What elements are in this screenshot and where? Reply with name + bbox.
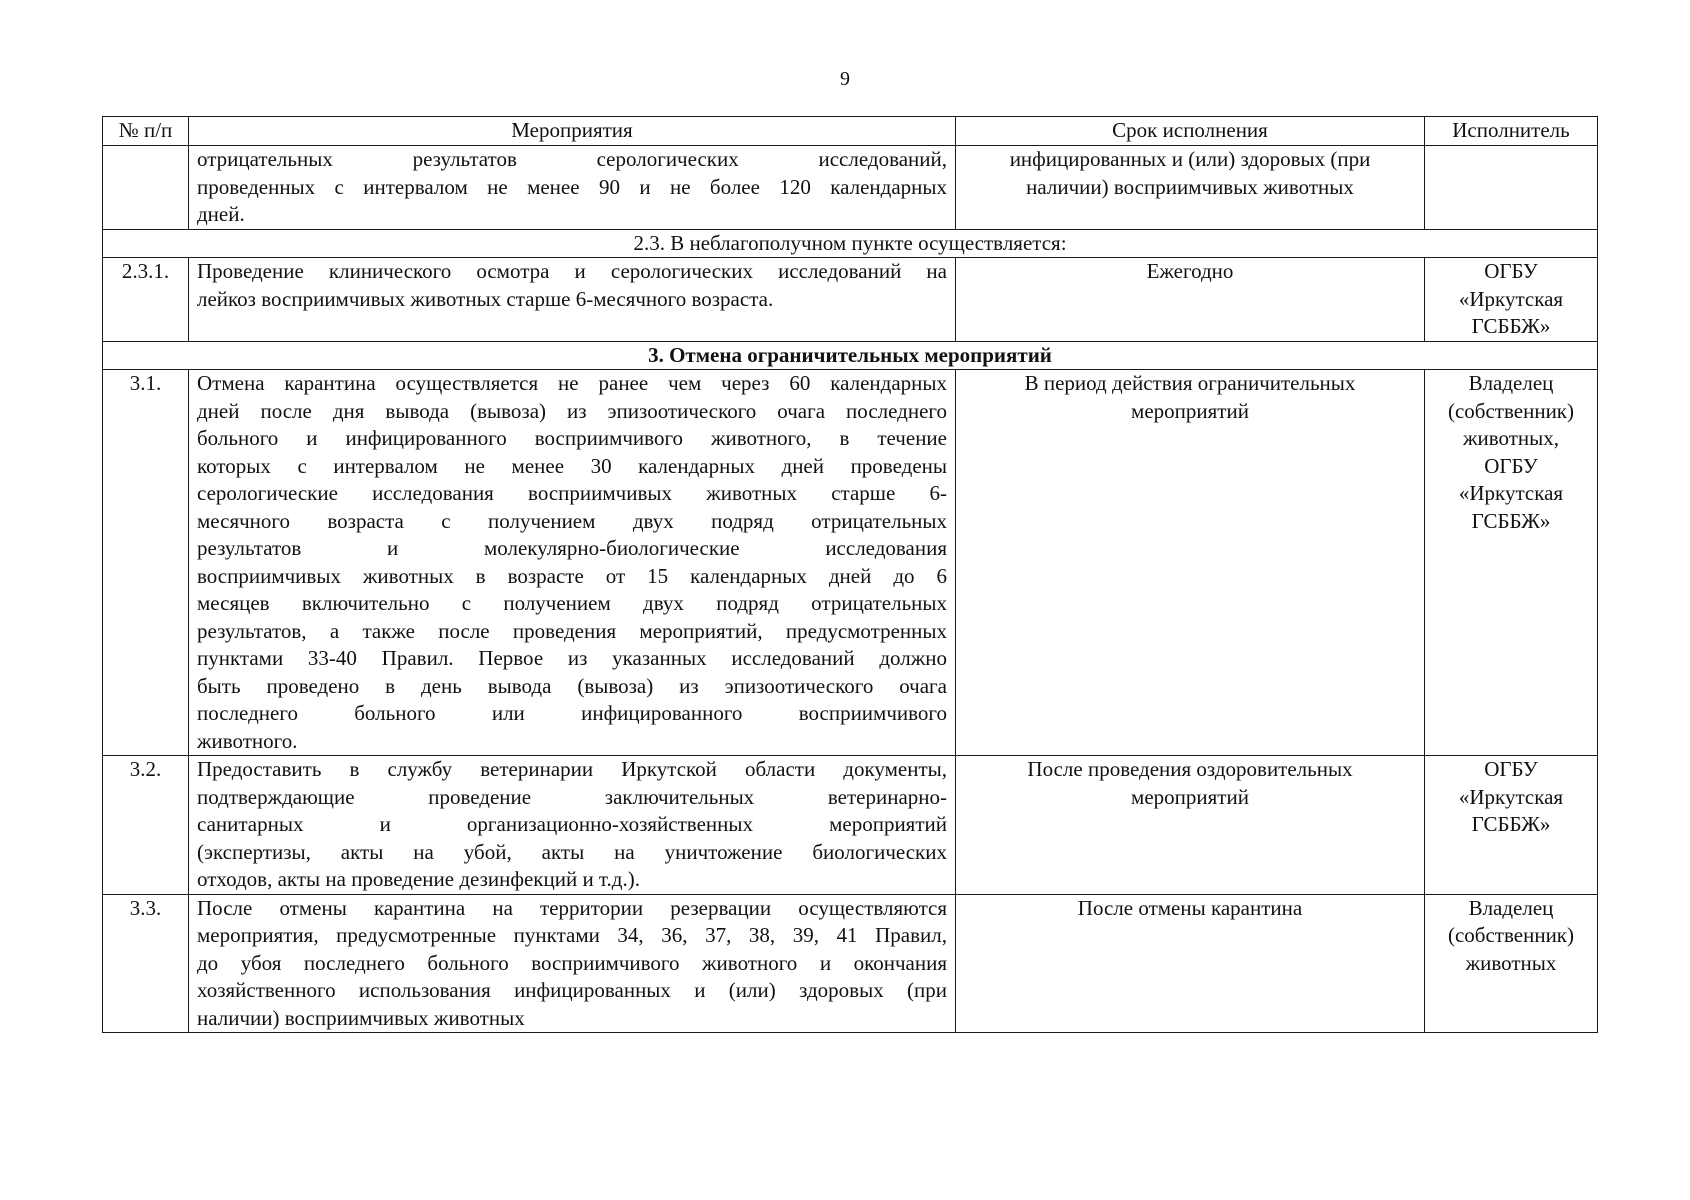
table-row: [103, 756, 1598, 895]
executor-line: ГСББЖ»: [1471, 314, 1551, 338]
activity-line: После отмены карантина на территории резервации осуществляются: [197, 895, 947, 920]
row-number: 3.1.: [103, 370, 189, 756]
table-row: [103, 258, 1598, 342]
header-num: № п/п: [103, 117, 189, 146]
activity-line: до убоя последнего больного восприимчивого животного и окончания: [197, 950, 947, 975]
row-number: [103, 146, 189, 230]
section-row: [103, 341, 1598, 370]
activity-line: пунктами 33-40 Правил. Первое из указанных исследований должно: [197, 646, 947, 670]
activity-line: отходов, акты на проведение дезинфекций и т.д.).: [197, 867, 640, 891]
activity-line: результатов, а также после проведения мероприятий, предусмотренных: [197, 618, 947, 643]
executor-line: «Иркутская: [1458, 784, 1564, 809]
header-term: Срок исполнения: [956, 117, 1425, 146]
header-activity: Мероприятия: [189, 117, 956, 146]
executor-line: ГСББЖ»: [1471, 812, 1551, 836]
executor-line: животных: [1465, 950, 1557, 975]
table-row: [103, 894, 1598, 1033]
row-term: [956, 258, 1425, 342]
row-number: 3.2.: [103, 756, 189, 895]
activity-line: наличии) восприимчивых животных: [197, 1005, 525, 1030]
activity-line: отрицательных результатов серологических исследований,: [197, 147, 947, 171]
executor-line: Владелец: [1468, 371, 1554, 395]
page-number: 9: [840, 68, 850, 90]
row-executor: [1425, 370, 1598, 756]
term-line: инфицированных и (или) здоровых (при: [1009, 147, 1371, 171]
term-line: мероприятий: [1131, 398, 1249, 423]
row-executor: [1425, 756, 1598, 895]
row-executor: [1425, 146, 1598, 230]
activity-line: санитарных и организационно-хозяйственных мероприятий: [197, 812, 947, 836]
row-term: [956, 894, 1425, 1033]
row-term: [956, 756, 1425, 895]
activity-line: результатов и молекулярно-биологические исследования: [197, 536, 947, 560]
executor-line: ОГБУ: [1484, 757, 1538, 781]
activity-line: (экспертизы, акты на убой, акты на уничтожение биологических: [197, 839, 947, 864]
activity-line: мероприятия, предусмотренные пунктами 34, 36, 37, 38, 39, 41 Правил,: [197, 923, 947, 947]
activity-line: восприимчивых животных в возрасте от 15 календарных дней до 6: [197, 563, 947, 588]
row-number: 2.3.1.: [103, 258, 189, 342]
header-executor: Исполнитель: [1425, 117, 1598, 146]
activity-line: подтверждающие проведение заключительных ветеринарно-: [197, 784, 947, 809]
term-line: В период действия ограничительных: [1024, 371, 1356, 395]
activity-line: месячного возраста с получением двух подряд отрицательных: [197, 508, 947, 533]
executor-line: (собственник): [1447, 923, 1575, 947]
table-row: [103, 146, 1598, 230]
row-activity: [189, 258, 956, 342]
measures-table: [102, 116, 1598, 1033]
activity-line: дней.: [197, 202, 245, 226]
term-line: После проведения оздоровительных: [1027, 757, 1353, 781]
row-activity: [189, 894, 956, 1033]
executor-line: «Иркутская: [1458, 481, 1564, 505]
term-line: мероприятий: [1131, 784, 1249, 809]
executor-line: ГСББЖ»: [1471, 508, 1551, 533]
activity-line: Отмена карантина осуществляется не ранее чем через 60 календарных: [197, 371, 947, 395]
activity-line: больного и инфицированного восприимчивого животного, в течение: [197, 426, 947, 450]
executor-line: ОГБУ: [1484, 453, 1538, 478]
activity-line: которых с интервалом не менее 30 календарных дней проведены: [197, 453, 947, 478]
table-row: [103, 370, 1598, 756]
activity-line: Проведение клинического осмотра и серологических исследований на: [197, 259, 947, 283]
row-term: [956, 370, 1425, 756]
term-line: Ежегодно: [1146, 259, 1234, 283]
row-executor: [1425, 894, 1598, 1033]
executor-line: Владелец: [1468, 895, 1554, 920]
executor-line: ОГБУ: [1484, 259, 1538, 283]
row-term: [956, 146, 1425, 230]
table-header-row: [103, 117, 1598, 146]
row-activity: [189, 370, 956, 756]
term-line: наличии) восприимчивых животных: [1026, 174, 1354, 199]
row-number: 3.3.: [103, 894, 189, 1033]
activity-line: животного.: [197, 728, 298, 753]
activity-line: последнего больного или инфицированного восприимчивого: [197, 701, 947, 725]
activity-line: Предоставить в службу ветеринарии Иркутской области документы,: [197, 757, 947, 781]
row-activity: [189, 146, 956, 230]
activity-line: серологические исследования восприимчивых животных старше 6-: [197, 481, 947, 505]
activity-line: хозяйственного использования инфицированных и (или) здоровых (при: [197, 978, 947, 1002]
subsection-row: [103, 229, 1598, 258]
executor-line: «Иркутская: [1458, 286, 1564, 311]
executor-line: (собственник): [1447, 398, 1575, 423]
activity-line: месяцев включительно с получением двух подряд отрицательных: [197, 591, 947, 615]
activity-line: быть проведено в день вывода (вывоза) из эпизоотического очага: [197, 673, 947, 698]
executor-line: животных,: [1462, 426, 1560, 450]
activity-line: дней после дня вывода (вывоза) из эпизоотического очага последнего: [197, 398, 947, 423]
activity-line: лейкоз восприимчивых животных старше 6-месячного возраста.: [197, 286, 774, 311]
row-executor: [1425, 258, 1598, 342]
row-activity: [189, 756, 956, 895]
activity-line: проведенных с интервалом не менее 90 и не более 120 календарных: [197, 174, 947, 199]
term-line: После отмены карантина: [1077, 895, 1303, 920]
subsection-title: 2.3. В неблагополучном пункте осуществляется:: [103, 229, 1598, 258]
section-title: 3. Отмена ограничительных мероприятий: [103, 341, 1598, 370]
